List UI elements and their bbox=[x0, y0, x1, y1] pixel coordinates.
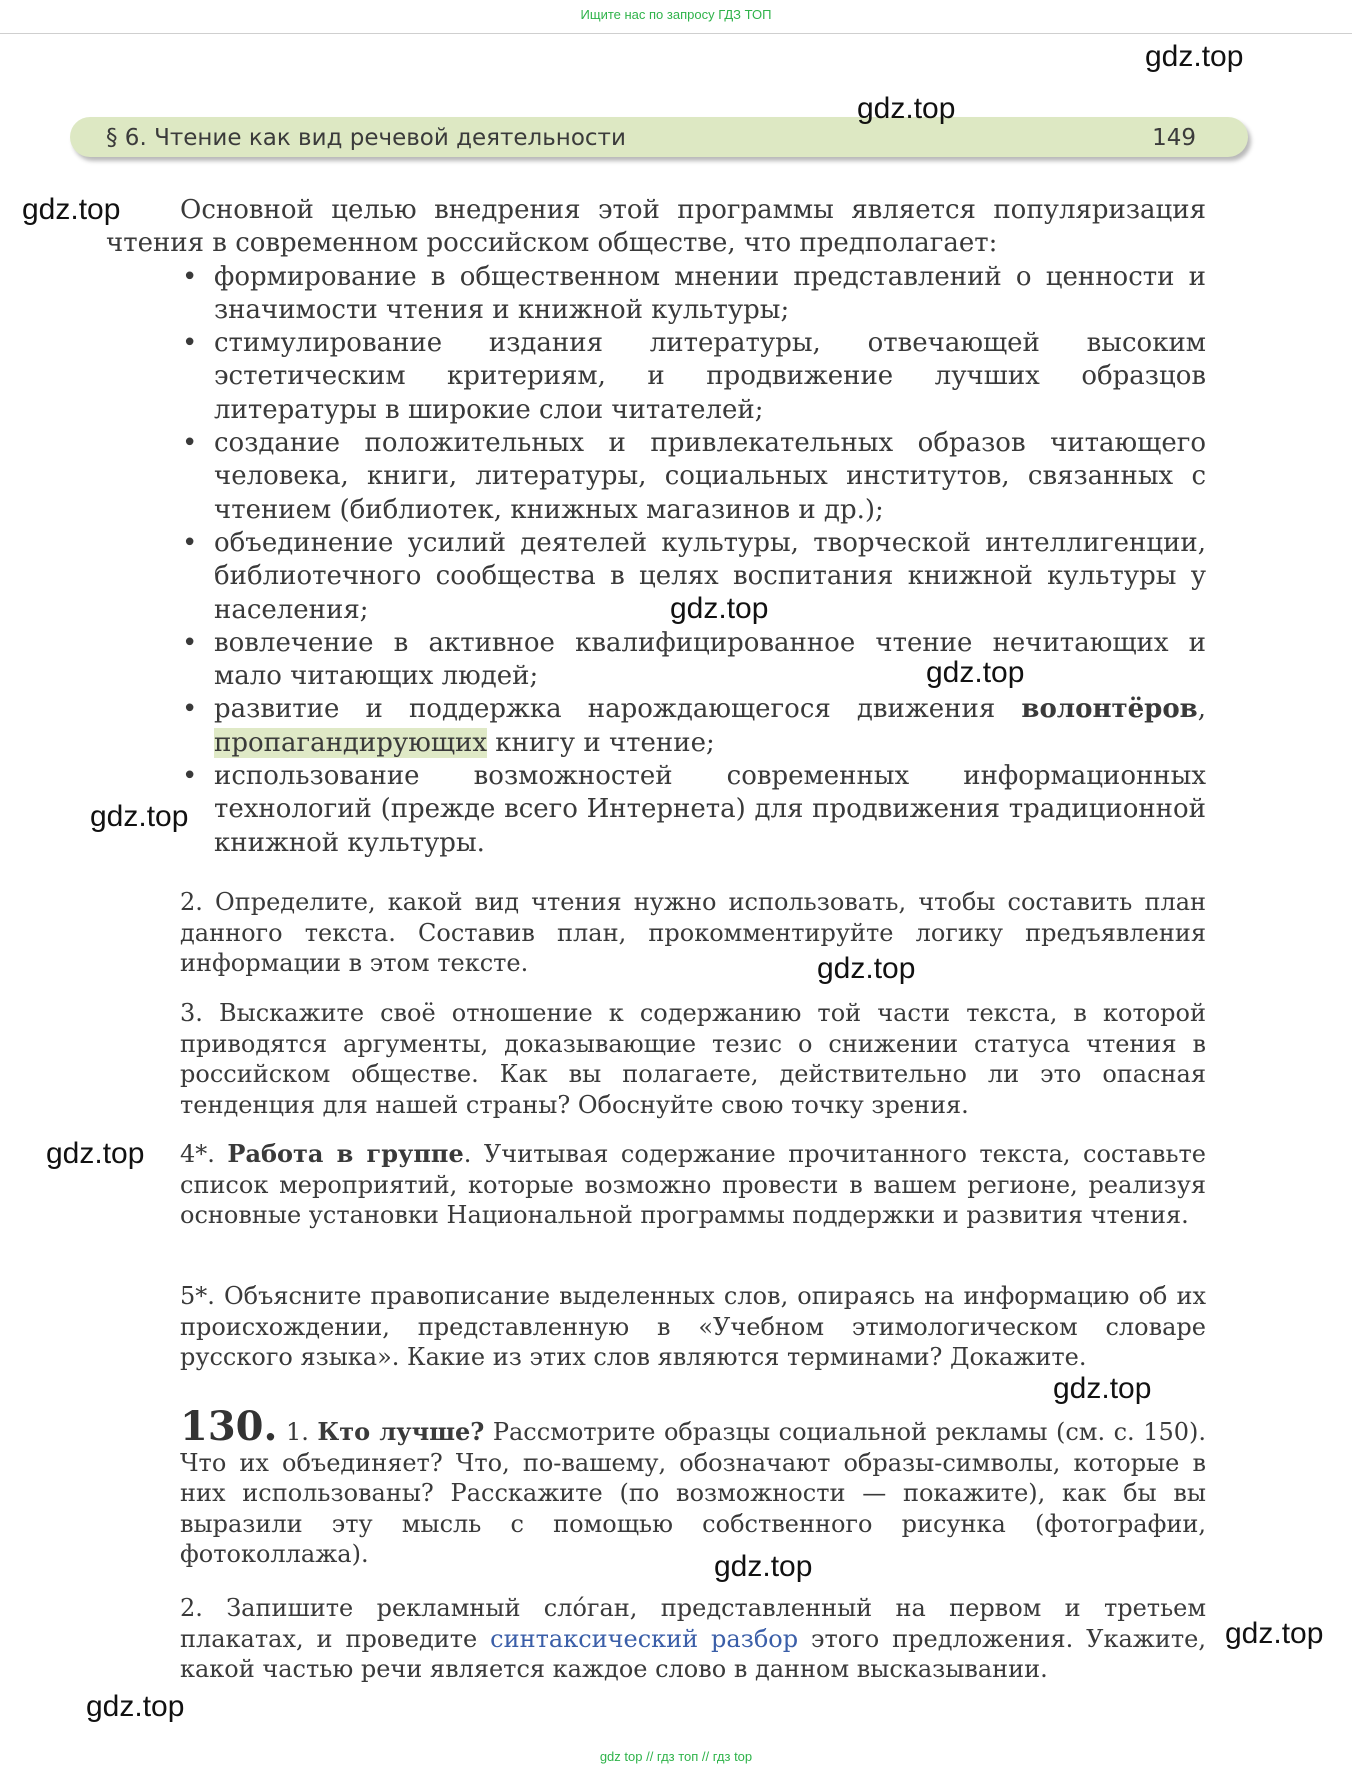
task-text: этого предложения. Укажите, какой частью речи является каждое слово в данном высказывании. bbox=[180, 1624, 1206, 1683]
watermark: gdz.top bbox=[857, 92, 956, 125]
list-item bbox=[106, 527, 1206, 627]
task-text: . Учитывая содержание прочитанного текста, составьте список мероприятий, которые возможно провести в вашем регионе, реализуя основные установки Национальной программы поддержки и развития чтения. bbox=[180, 1140, 1206, 1229]
task-heading: Работа в группе bbox=[227, 1139, 464, 1168]
bold-word: волонтёров bbox=[1021, 694, 1198, 725]
list-item bbox=[106, 760, 1206, 860]
exercise-number: 130. bbox=[180, 1403, 278, 1450]
section-title: § 6. Чтение как вид речевой деятельности bbox=[106, 125, 626, 151]
section-header bbox=[70, 117, 1248, 157]
task-2: 2. Определите, какой вид чтения нужно использовать, чтобы составить план данного текста. Составив план, прокомментируйте логику предъявления информации в этом тексте. bbox=[180, 888, 1206, 977]
list-item-text: стимулирование издания литературы, отвечающей высоким эстетическим критериям, и продвижение лучших образцов литературы в широкие слои читателей; bbox=[214, 328, 1206, 425]
intro-block bbox=[106, 194, 1206, 860]
watermark: gdz.top bbox=[22, 193, 121, 226]
task-heading: Кто лучше? bbox=[317, 1417, 485, 1446]
exercise-130 bbox=[180, 1403, 1207, 1570]
bullet-icon: • bbox=[182, 761, 198, 792]
task-3: 3. Выскажите своё отношение к содержанию той части текста, в которой приводятся аргументы, доказывающие тезис о снижении статуса чтения в российском обществе. Как вы полагаете, действительно ли это опасная тенденция для нашей страны? Обоснуйте свою точку зрения. bbox=[180, 999, 1206, 1119]
list-item-text: формирование в общественном мнении представлений о ценности и значимости чтения и книжной культуры; bbox=[214, 261, 1206, 325]
watermark: gdz.top bbox=[1225, 1617, 1324, 1650]
page-number: 149 bbox=[1152, 125, 1196, 151]
reference-link[interactable]: синтаксический разбор bbox=[490, 1624, 799, 1653]
list-item-text: вовлечение в активное квалифицированное чтение нечитающих и мало читающих людей; bbox=[214, 627, 1206, 692]
list-item-text: создание положительных и привлекательных образов читающего человека, книги, литературы, социальных институтов, связанных с чтением (библиотек, книжных магазинов и др.); bbox=[214, 428, 1206, 525]
bullet-icon: • bbox=[182, 627, 198, 658]
task-text: 2. Запишите рекламный слóган, представленный на первом и третьем плакатах, и проведите bbox=[180, 1594, 1206, 1653]
bullet-icon: • bbox=[182, 328, 198, 359]
highlighted-word: пропагандирующих bbox=[214, 727, 487, 758]
watermark: gdz.top bbox=[1145, 40, 1244, 73]
exercise-130-task-2 bbox=[180, 1593, 1206, 1685]
top-banner bbox=[0, 0, 1352, 34]
watermark: gdz.top bbox=[46, 1137, 145, 1170]
task-number: 1. bbox=[277, 1418, 318, 1446]
list-item-text: книгу и чтение; bbox=[487, 727, 715, 758]
bullet-icon: • bbox=[182, 261, 198, 292]
task-4 bbox=[180, 1139, 1206, 1231]
list-item bbox=[106, 327, 1206, 427]
footer-links[interactable]: gdz top // гдз топ // гдз top bbox=[599, 1749, 753, 1764]
watermark: gdz.top bbox=[817, 952, 916, 985]
watermark: gdz.top bbox=[86, 1690, 185, 1723]
bullet-icon: • bbox=[182, 527, 198, 558]
task-5: 5*. Объясните правописание выделенных слов, опираясь на информацию об их происхождении, представленную в «Учебном этимологическом словаре русского языка». Какие из этих слов являются терминами? Докажите. bbox=[180, 1282, 1206, 1371]
watermark: gdz.top bbox=[1053, 1372, 1152, 1405]
list-item bbox=[106, 261, 1206, 328]
list-item bbox=[106, 693, 1206, 760]
list-item-text: , bbox=[1197, 694, 1206, 725]
list-item bbox=[106, 627, 1206, 694]
intro-paragraph: Основной целью внедрения этой программы является популяризация чтения в современном российском обществе, что предполагает: bbox=[106, 195, 1206, 259]
watermark: gdz.top bbox=[714, 1550, 813, 1583]
top-banner-text[interactable]: Ищите нас по запросу ГДЗ ТОП bbox=[580, 7, 772, 22]
list-item-text: развитие и поддержка нарождающегося движения bbox=[214, 694, 1022, 725]
watermark: gdz.top bbox=[926, 656, 1025, 689]
task-number: 4*. bbox=[180, 1140, 228, 1168]
list-item bbox=[106, 427, 1206, 527]
bullet-icon: • bbox=[182, 428, 198, 459]
bullet-list bbox=[106, 261, 1206, 860]
watermark: gdz.top bbox=[90, 800, 189, 833]
watermark: gdz.top bbox=[670, 592, 769, 625]
list-item-text: объединение усилий деятелей культуры, творческой интеллигенции, библиотечного сообщества в целях воспитания книжной культуры у населения; bbox=[214, 527, 1206, 625]
bullet-icon: • bbox=[182, 694, 198, 725]
task-text: Рассмотрите образцы социальной рекламы (см. с. 150). Что их объединяет? Что, по-вашему, обозначают образы-символы, которые в них использованы? Расскажите (по возможности — покажите), как бы вы выразили эту мысль с помощью собственного рисунка (фотографии, фотоколлажа). bbox=[180, 1418, 1207, 1568]
list-item-text: использование возможностей современных информационных технологий (прежде всего Интернета) для продвижения традиционной книжной культуры. bbox=[214, 761, 1206, 858]
